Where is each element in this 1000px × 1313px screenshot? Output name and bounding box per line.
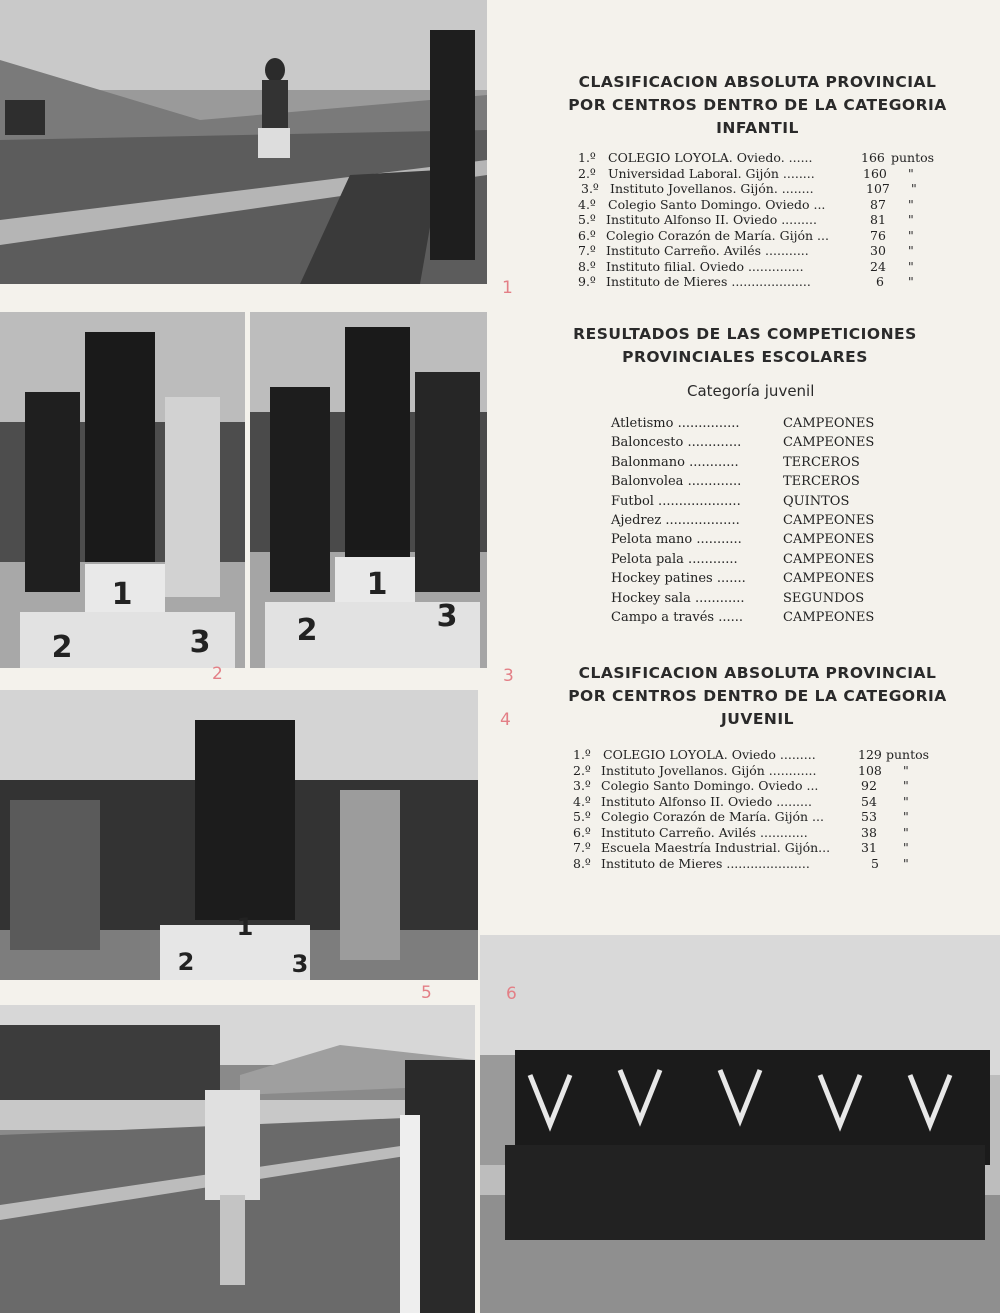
- table-row: 5.º Colegio Corazón de María. Gijón ... 53 ": [573, 809, 909, 824]
- heading-line: PROVINCIALES ESCOLARES: [622, 348, 868, 366]
- table-row: 5.º Instituto Alfonso II. Oviedo ......... 81 ": [578, 212, 914, 227]
- heading-line: POR CENTROS DENTRO DE LA CATEGORIA: [568, 96, 947, 114]
- podium-mark-2: 2: [296, 613, 318, 648]
- table-row: 1.º COLEGIO LOYOLA. Oviedo ......... 129 puntos: [573, 747, 930, 762]
- photo-podium-right: [250, 312, 487, 668]
- table-row: 3.º Instituto Jovellanos. Gijón. ........ 107 ": [581, 181, 917, 196]
- table-row: 8.º Instituto de Mieres ..................... 5 ": [573, 855, 909, 871]
- podium-mark-3: 3: [291, 950, 309, 978]
- table-row: 6.º Colegio Corazón de María. Gijón ... 76 ": [578, 227, 914, 243]
- podium-mark-3: 3: [189, 625, 211, 660]
- infantil-heading: [560, 71, 955, 140]
- table-row: Hockey sala ............ SEGUNDOS: [611, 590, 865, 606]
- table-row: 7.º Instituto Carreño. Avilés ........... 30 ": [578, 243, 914, 258]
- figure-number-6: 6: [506, 984, 517, 1004]
- table-row: Hockey patines ....... CAMPEONES: [611, 571, 875, 587]
- table-row: 2.º Universidad Laboral. Gijón ........ 160 ": [578, 165, 914, 181]
- photo-podium-left: [0, 312, 245, 668]
- podium-mark-2: 2: [177, 948, 195, 976]
- table-row: 7.º Escuela Maestría Industrial. Gijón... 31 ": [573, 840, 909, 855]
- table-row: Ajedrez .................. CAMPEONES: [611, 512, 875, 528]
- heading-line: POR CENTROS DENTRO DE LA CATEGORIA: [568, 687, 947, 705]
- table-row: 4.º Instituto Alfonso II. Oviedo ......... 54 ": [573, 793, 909, 809]
- heading-line: CLASIFICACION ABSOLUTA PROVINCIAL: [578, 664, 937, 682]
- photo-long-jump: [0, 0, 487, 284]
- table-row: Baloncesto ............. CAMPEONES: [611, 435, 875, 451]
- heading-line: INFANTIL: [716, 119, 799, 137]
- juvenil-ranking-table: [573, 747, 943, 871]
- table-row: 2.º Instituto Jovellanos. Gijón ............ 108 ": [573, 762, 909, 778]
- table-row: 4.º Colegio Santo Domingo. Oviedo ... 87 ": [578, 196, 914, 212]
- resultados-heading: [560, 323, 930, 369]
- figure-number-1: 1: [502, 278, 513, 298]
- resultados-table: [611, 414, 911, 627]
- table-row: Balonmano ............ TERCEROS: [611, 454, 860, 470]
- heading-line: CLASIFICACION ABSOLUTA PROVINCIAL: [578, 73, 937, 91]
- table-row: Futbol .................... QUINTOS: [611, 493, 850, 509]
- photo-crowd-podium: [0, 690, 478, 980]
- juvenil-heading: [560, 662, 955, 731]
- table-row: Pelota mano ........... CAMPEONES: [611, 532, 875, 548]
- podium-mark-1: 1: [111, 577, 133, 612]
- podium-mark-3: 3: [436, 599, 458, 634]
- table-row: 3.º Colegio Santo Domingo. Oviedo ... 92 ": [573, 778, 909, 793]
- table-row: 8.º Instituto filial. Oviedo .............. 24 ": [578, 258, 914, 274]
- figure-number-4: 4: [500, 710, 511, 730]
- photo-team: [480, 935, 1000, 1313]
- figure-number-3: 3: [503, 666, 514, 686]
- table-row: Pelota pala ............ CAMPEONES: [611, 551, 875, 567]
- figure-number-5: 5: [421, 983, 432, 1003]
- resultados-subtitle: Categoría juvenil: [687, 382, 815, 400]
- table-row: 1.º COLEGIO LOYOLA. Oviedo. ...... 166 puntos: [578, 150, 935, 165]
- table-row: Campo a través ...... CAMPEONES: [611, 609, 875, 625]
- podium-mark-2: 2: [51, 630, 73, 665]
- table-row: Balonvolea ............. TERCEROS: [611, 474, 860, 490]
- podium-mark-1: 1: [366, 567, 388, 602]
- heading-line: RESULTADOS DE LAS COMPETICIONES: [573, 325, 917, 343]
- podium-mark-1: 1: [236, 913, 254, 941]
- table-row: 9.º Instituto de Mieres .................... 6 ": [578, 274, 914, 289]
- figure-number-2: 2: [212, 664, 223, 684]
- photo-runner: [0, 1005, 475, 1313]
- table-row: Atletismo ............... CAMPEONES: [611, 416, 875, 431]
- heading-line: JUVENIL: [720, 710, 795, 728]
- table-row: 6.º Instituto Carreño. Avilés ............ 38 ": [573, 824, 909, 840]
- infantil-ranking-table: [578, 150, 948, 290]
